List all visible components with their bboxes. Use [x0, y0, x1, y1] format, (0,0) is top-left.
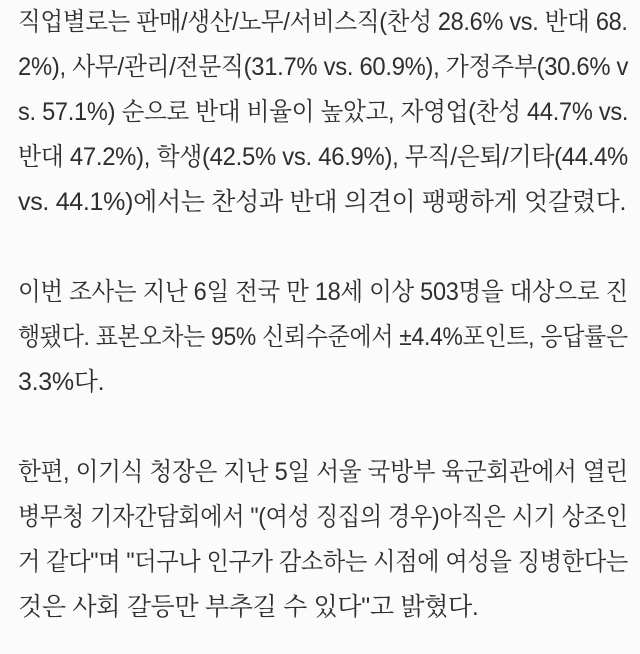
text-line	[18, 90, 628, 135]
text-line	[18, 540, 628, 585]
text-line-content: 2%), 사무/관리/전문직(31.7% vs. 60.9%), 가정주부(30.6% v	[18, 53, 629, 81]
text-line	[18, 270, 628, 315]
text-line-content: 3.3%다.	[18, 368, 105, 396]
text-line-content: 한편, 이기식 청장은 지난 5일 서울 국방부 육군회관에서 열린	[18, 458, 628, 486]
text-line-content: 거 같다"며 "더구나 인구가 감소하는 시점에 여성을 징병한다는	[18, 548, 628, 576]
text-line-content: 반대 47.2%), 학생(42.5% vs. 46.9%), 무직/은퇴/기타(44.4%	[18, 143, 629, 171]
text-line-content: 것은 사회 갈등만 부추길 수 있다"고 밝혔다.	[18, 593, 479, 621]
text-line-content: 직업별로는 판매/생산/노무/서비스직(찬성 28.6% vs. 반대 68.	[18, 8, 628, 36]
text-line	[18, 450, 628, 495]
text-line	[18, 495, 628, 540]
text-line	[18, 585, 628, 630]
text-line	[18, 315, 628, 360]
paragraph-survey-methodology	[18, 270, 628, 405]
text-line-content: s. 57.1%) 순으로 반대 비율이 높았고, 자영업(찬성 44.7% vs.	[18, 98, 629, 126]
text-line	[18, 45, 628, 90]
text-line	[18, 180, 628, 225]
text-line-content: 이번 조사는 지난 6일 전국 만 18세 이상 503명을 대상으로 진	[18, 278, 628, 306]
text-line	[18, 135, 628, 180]
text-line	[18, 360, 628, 405]
text-line-content: 행됐다. 표본오차는 95% 신뢰수준에서 ±4.4%포인트, 응답률은	[18, 323, 628, 351]
text-line	[18, 0, 628, 45]
text-line-content: 병무청 기자간담회에서 "(여성 징집의 경우)아직은 시기 상조인	[18, 503, 628, 531]
paragraph-job-category-results	[18, 0, 628, 225]
text-line-content: vs. 44.1%)에서는 찬성과 반대 의견이 팽팽하게 엇갈렸다.	[18, 188, 627, 216]
paragraph-commissioner-statement	[18, 450, 628, 630]
